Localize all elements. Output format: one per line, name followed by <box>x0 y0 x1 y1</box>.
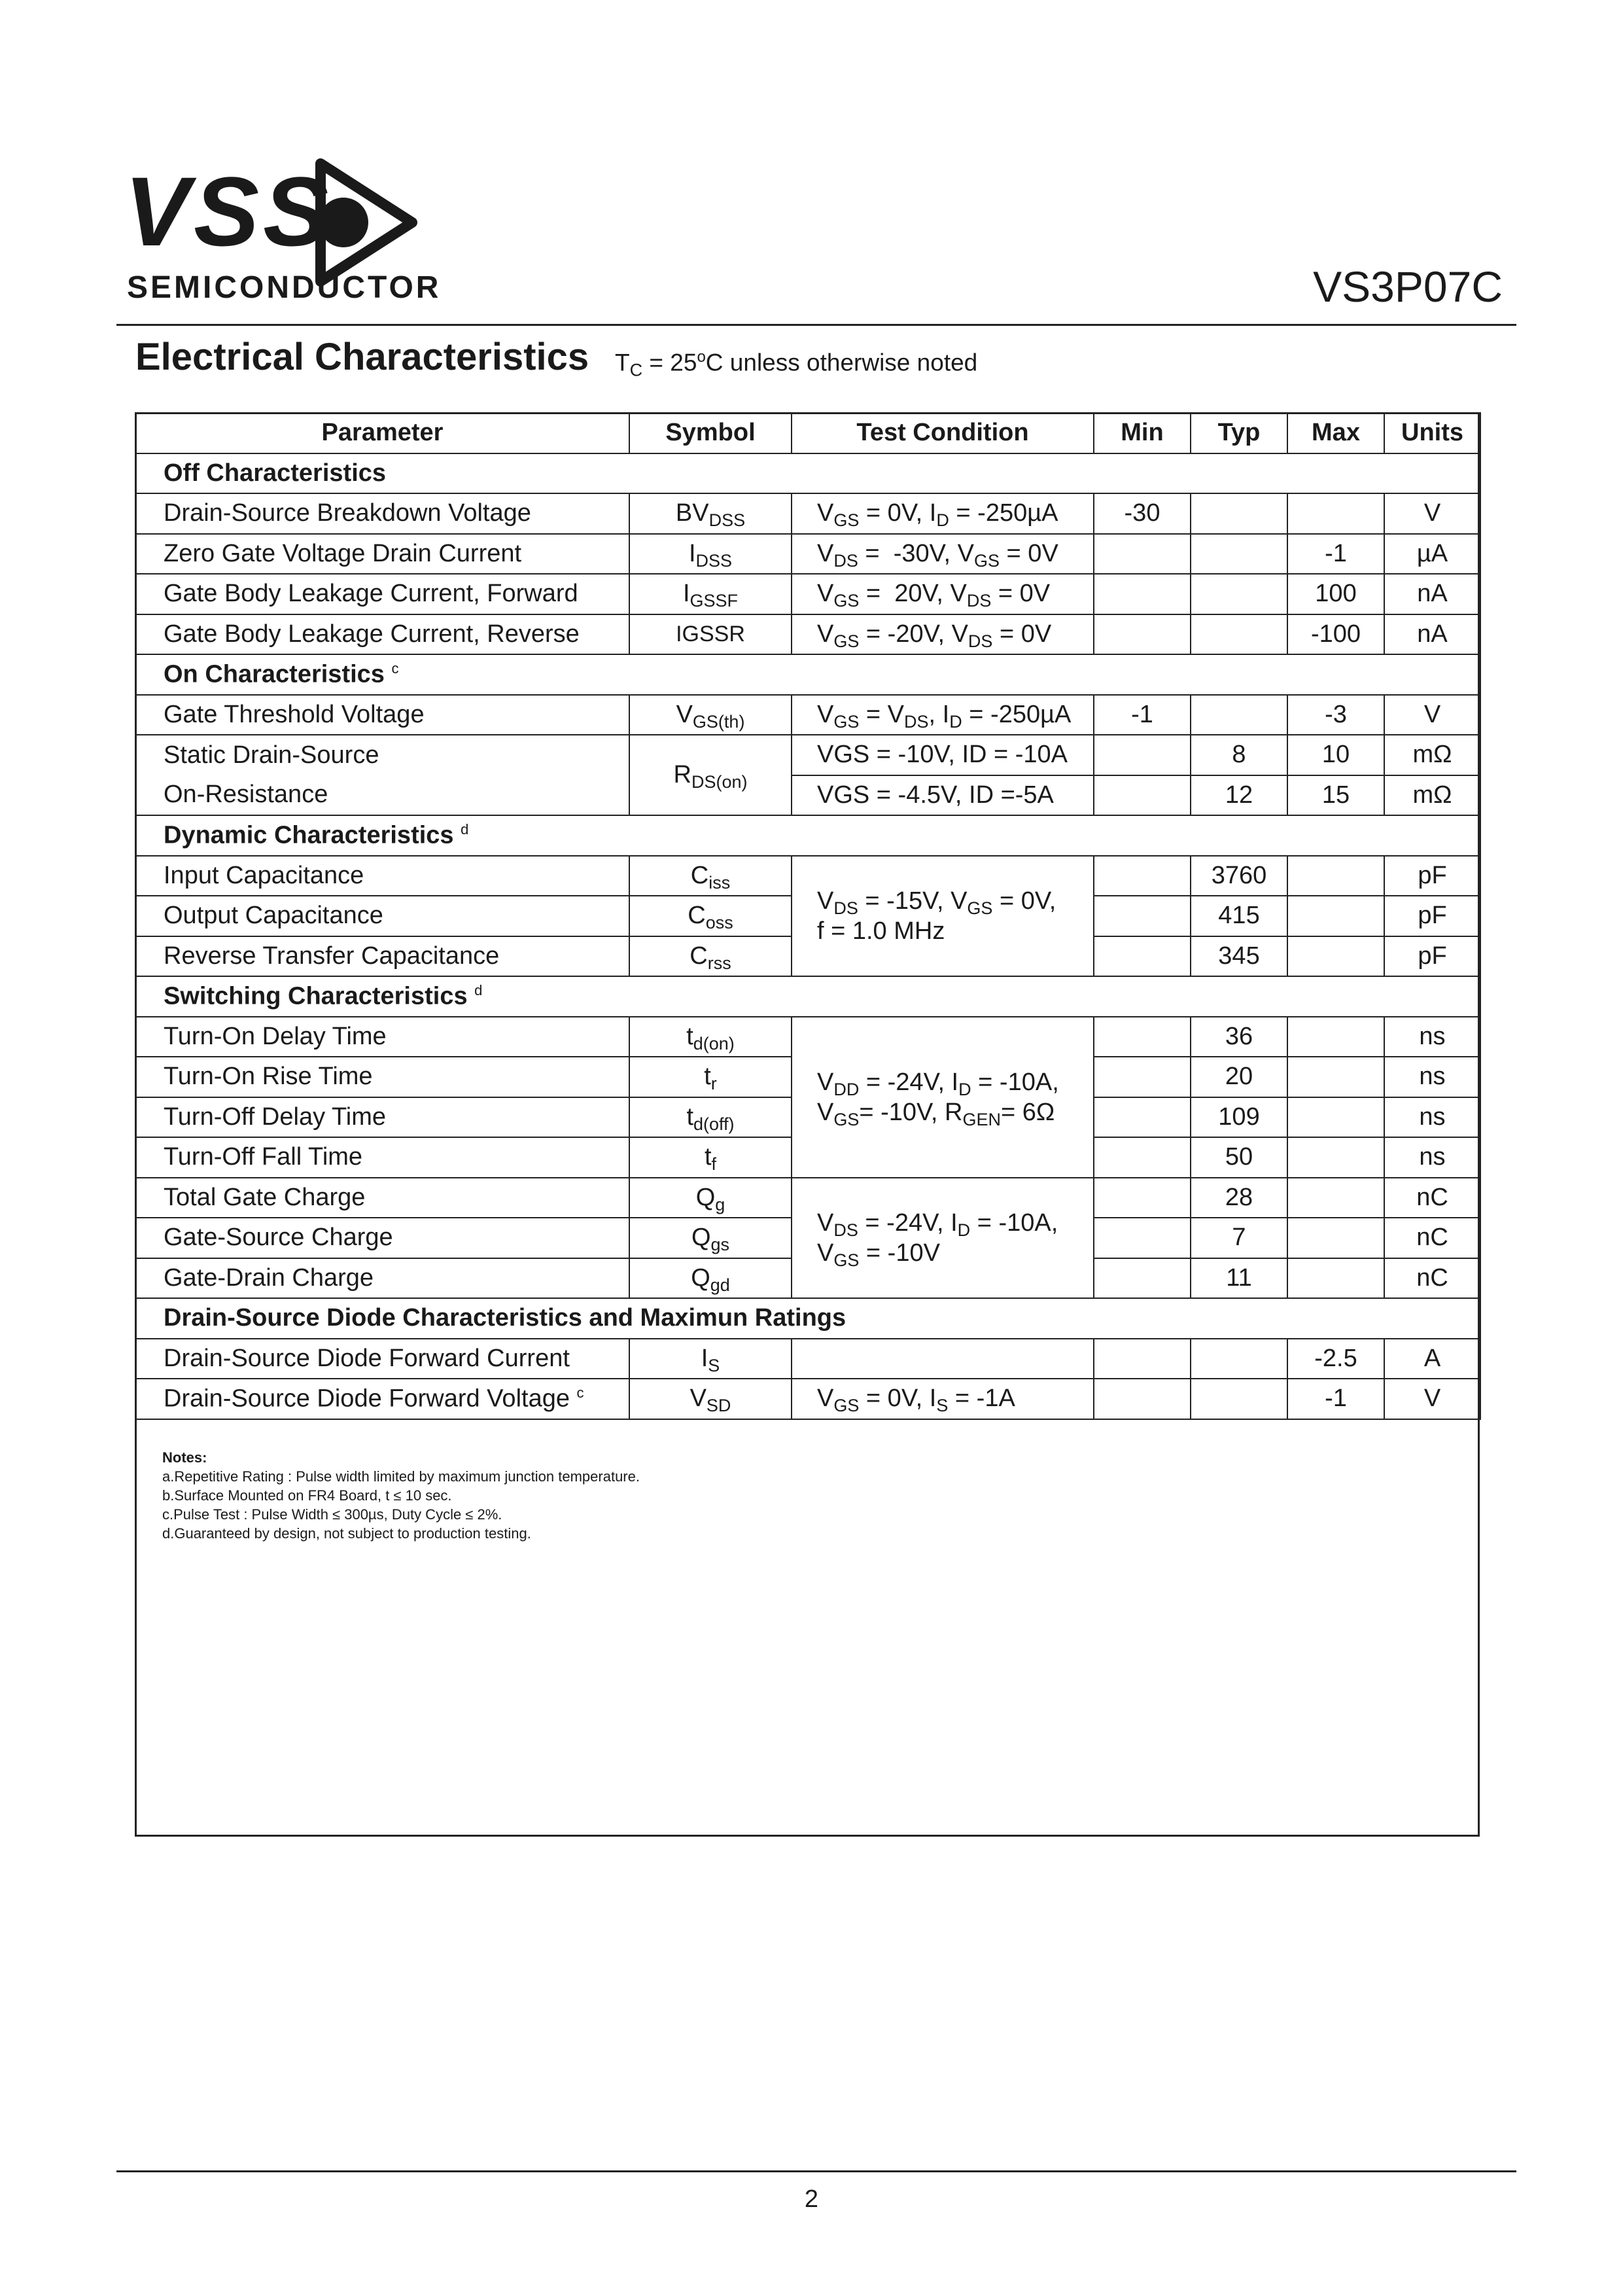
max-cell <box>1287 1097 1384 1138</box>
table-row <box>135 1178 1480 1218</box>
symbol-cell: $C_{oss}$ <box>629 896 792 936</box>
max-cell <box>1287 1218 1384 1258</box>
unit-cell: pF <box>1384 856 1480 896</box>
typ-cell: 12 <box>1191 775 1287 816</box>
section-diode: Drain-Source Diode Characteristics and Maximun Ratings <box>135 1298 1480 1339</box>
section-switching: Switching Characteristics $^d$ <box>135 976 1480 1017</box>
logo-triangle-icon <box>319 164 412 281</box>
symbol-cell: $t_{d(on)}$ <box>629 1017 792 1057</box>
part-number: VS3P07C <box>1313 262 1503 311</box>
typ-cell <box>1191 1339 1287 1379</box>
table-row <box>135 534 1480 574</box>
unit-cell: ns <box>1384 1017 1480 1057</box>
typ-cell: 50 <box>1191 1137 1287 1178</box>
typ-cell: 3760 <box>1191 856 1287 896</box>
min-cell <box>1094 614 1191 655</box>
note-c: c.Pulse Test : Pulse Width ≤ 300µs, Duty Cycle ≤ 2%. <box>162 1506 502 1523</box>
col-parameter: Parameter <box>135 413 629 453</box>
table-row <box>135 1339 1480 1379</box>
unit-cell: mΩ <box>1384 775 1480 816</box>
table-row <box>135 856 1480 896</box>
logo-subtext: SEMICONDUCTOR <box>127 270 442 305</box>
symbol-cell: $t_f$ <box>629 1137 792 1178</box>
min-cell <box>1094 1057 1191 1097</box>
param-cell: Turn-Off Fall Time <box>135 1137 629 1178</box>
typ-cell <box>1191 1379 1287 1419</box>
min-cell: -30 <box>1094 493 1191 534</box>
notes-title: Notes: <box>162 1449 207 1466</box>
min-cell <box>1094 936 1191 977</box>
typ-cell: 28 <box>1191 1178 1287 1218</box>
max-cell <box>1287 1017 1384 1057</box>
min-cell <box>1094 1097 1191 1138</box>
col-symbol: Symbol <box>629 413 792 453</box>
table-row <box>135 735 1480 775</box>
symbol-cell: $Q_{gd}$ <box>629 1258 792 1299</box>
param-cell: Drain-Source Breakdown Voltage <box>135 493 629 534</box>
typ-cell <box>1191 614 1287 655</box>
typ-cell <box>1191 574 1287 614</box>
param-cell: Drain-Source Diode Forward Current <box>135 1339 629 1379</box>
typ-cell <box>1191 695 1287 735</box>
condition-cell: $V_{GS} = 0V$, $I_D = -250\mu A$ <box>792 493 1094 534</box>
unit-cell: ns <box>1384 1137 1480 1178</box>
condition-cell: VGS = -4.5V, ID =-5A <box>792 775 1094 816</box>
characteristics-table <box>135 412 1481 1420</box>
param-cell: Input Capacitance <box>135 856 629 896</box>
symbol-cell: $BV_{DSS}$ <box>629 493 792 534</box>
unit-cell: V <box>1384 493 1480 534</box>
section-row <box>135 453 1480 494</box>
section-row <box>135 654 1480 695</box>
min-cell <box>1094 1017 1191 1057</box>
unit-cell: µA <box>1384 534 1480 574</box>
max-cell: -1 <box>1287 1379 1384 1419</box>
param-cell: Gate Body Leakage Current, Forward <box>135 574 629 614</box>
symbol-cell: $Q_g$ <box>629 1178 792 1218</box>
max-cell <box>1287 1178 1384 1218</box>
param-cell: Gate Threshold Voltage <box>135 695 629 735</box>
footer-rule <box>116 2170 1516 2172</box>
table-row <box>135 775 1480 816</box>
min-cell: -1 <box>1094 695 1191 735</box>
min-cell <box>1094 1379 1191 1419</box>
min-cell <box>1094 1218 1191 1258</box>
param-cell: Zero Gate Voltage Drain Current <box>135 534 629 574</box>
condition-cell: $V_{GS} = 20V$, $V_{DS} = 0V$ <box>792 574 1094 614</box>
typ-cell: 345 <box>1191 936 1287 977</box>
vss-logo <box>124 156 442 308</box>
note-a: a.Repetitive Rating : Pulse width limited by maximum junction temperature. <box>162 1468 640 1485</box>
unit-cell: V <box>1384 695 1480 735</box>
min-cell <box>1094 1178 1191 1218</box>
col-max: Max <box>1287 413 1384 453</box>
max-cell <box>1287 896 1384 936</box>
max-cell: -3 <box>1287 695 1384 735</box>
condition-cell: $V_{GS} = V_{DS}$, $I_D = -250\mu A$ <box>792 695 1094 735</box>
condition-cell: $V_{DD} = -24V$, $I_D = -10A$, $V_{GS}= -10V$, $R_{GEN}= 6\Omega$ <box>792 1017 1094 1178</box>
param-cell: Total Gate Charge <box>135 1178 629 1218</box>
table-row <box>135 574 1480 614</box>
min-cell <box>1094 775 1191 816</box>
unit-cell: nA <box>1384 614 1480 655</box>
min-cell <box>1094 856 1191 896</box>
condition-cell: $V_{DS} = -15V$, $V_{GS} = 0V$, f = 1.0 MHz <box>792 856 1094 977</box>
param-cell: Turn-On Rise Time <box>135 1057 629 1097</box>
max-cell <box>1287 856 1384 896</box>
table-row <box>135 1379 1480 1419</box>
min-cell <box>1094 896 1191 936</box>
max-cell: -1 <box>1287 534 1384 574</box>
col-test-condition: Test Condition <box>792 413 1094 453</box>
symbol-cell: $Q_{gs}$ <box>629 1218 792 1258</box>
table-header-row <box>135 413 1480 453</box>
logo-text: VSS <box>124 156 333 266</box>
max-cell <box>1287 936 1384 977</box>
param-cell: Turn-On Delay Time <box>135 1017 629 1057</box>
table-row <box>135 614 1480 655</box>
param-cell: Gate-Drain Charge <box>135 1258 629 1299</box>
min-cell <box>1094 574 1191 614</box>
min-cell <box>1094 1137 1191 1178</box>
section-off: Off Characteristics <box>135 453 1480 494</box>
section-dynamic: Dynamic Characteristics $^d$ <box>135 815 1480 856</box>
symbol-cell: $V_{GS(th)}$ <box>629 695 792 735</box>
symbol-cell: $t_{d(off)}$ <box>629 1097 792 1138</box>
unit-cell: nC <box>1384 1218 1480 1258</box>
param-cell: Turn-Off Delay Time <box>135 1097 629 1138</box>
symbol-cell: IGSSR <box>629 614 792 655</box>
condition-cell: VGS = -10V, ID = -10A <box>792 735 1094 775</box>
condition-cell: $V_{DS} = -24V$, $I_D = -10A$, $V_{GS} = -10V$ <box>792 1178 1094 1299</box>
col-units: Units <box>1384 413 1480 453</box>
symbol-cell: $V_{SD}$ <box>629 1379 792 1419</box>
symbol-cell: $I_{GSSF}$ <box>629 574 792 614</box>
section-row <box>135 815 1480 856</box>
page-title: Electrical Characteristics <box>135 336 589 378</box>
unit-cell: ns <box>1384 1097 1480 1138</box>
condition-cell <box>792 1339 1094 1379</box>
max-cell <box>1287 1258 1384 1299</box>
typ-cell: 36 <box>1191 1017 1287 1057</box>
param-cell: Drain-Source Diode Forward Voltage $^c$ <box>135 1379 629 1419</box>
min-cell <box>1094 735 1191 775</box>
max-cell: 15 <box>1287 775 1384 816</box>
note-d: d.Guaranteed by design, not subject to production testing. <box>162 1525 531 1542</box>
header-rule <box>116 324 1516 326</box>
unit-cell: nC <box>1384 1178 1480 1218</box>
typ-cell: 11 <box>1191 1258 1287 1299</box>
unit-cell: pF <box>1384 936 1480 977</box>
param-cell: Static Drain-Source <box>135 735 629 775</box>
unit-cell: nA <box>1384 574 1480 614</box>
section-row <box>135 976 1480 1017</box>
notes-block <box>162 1448 640 1543</box>
unit-cell: mΩ <box>1384 735 1480 775</box>
symbol-cell: $C_{iss}$ <box>629 856 792 896</box>
unit-cell: pF <box>1384 896 1480 936</box>
symbol-cell: $I_{DSS}$ <box>629 534 792 574</box>
unit-cell: V <box>1384 1379 1480 1419</box>
typ-cell: 20 <box>1191 1057 1287 1097</box>
symbol-cell: $C_{rss}$ <box>629 936 792 977</box>
col-typ: Typ <box>1191 413 1287 453</box>
max-cell: 100 <box>1287 574 1384 614</box>
typ-cell <box>1191 534 1287 574</box>
param-cell: Gate Body Leakage Current, Reverse <box>135 614 629 655</box>
note-b: b.Surface Mounted on FR4 Board, t ≤ 10 sec. <box>162 1487 452 1504</box>
unit-cell: nC <box>1384 1258 1480 1299</box>
max-cell <box>1287 1137 1384 1178</box>
param-cell: Reverse Transfer Capacitance <box>135 936 629 977</box>
table-row <box>135 695 1480 735</box>
table-row <box>135 493 1480 534</box>
min-cell <box>1094 534 1191 574</box>
min-cell <box>1094 1339 1191 1379</box>
max-cell <box>1287 493 1384 534</box>
typ-cell: 109 <box>1191 1097 1287 1138</box>
typ-cell: 7 <box>1191 1218 1287 1258</box>
symbol-cell: $I_S$ <box>629 1339 792 1379</box>
condition-cell: $V_{DS} = -30V$, $V_{GS} = 0V$ <box>792 534 1094 574</box>
symbol-cell: $t_r$ <box>629 1057 792 1097</box>
page-number: 2 <box>804 2185 819 2213</box>
table-row <box>135 1017 1480 1057</box>
col-min: Min <box>1094 413 1191 453</box>
symbol-cell: $R_{DS(on)}$ <box>629 735 792 815</box>
condition-cell: $V_{GS} = -20V$, $V_{DS} = 0V$ <box>792 614 1094 655</box>
typ-cell: 8 <box>1191 735 1287 775</box>
condition-cell: $V_{GS} = 0V$, $I_S = -1A$ <box>792 1379 1094 1419</box>
unit-cell: ns <box>1384 1057 1480 1097</box>
param-cell: On-Resistance <box>135 775 629 816</box>
typ-cell: 415 <box>1191 896 1287 936</box>
unit-cell: A <box>1384 1339 1480 1379</box>
section-on: On Characteristics $^c$ <box>135 654 1480 695</box>
section-row <box>135 1298 1480 1339</box>
param-cell: Output Capacitance <box>135 896 629 936</box>
param-cell: Gate-Source Charge <box>135 1218 629 1258</box>
max-cell <box>1287 1057 1384 1097</box>
title-condition: $T_C = 25^oC$ unless otherwise noted <box>615 348 978 380</box>
typ-cell <box>1191 493 1287 534</box>
max-cell: 10 <box>1287 735 1384 775</box>
min-cell <box>1094 1258 1191 1299</box>
max-cell: -2.5 <box>1287 1339 1384 1379</box>
max-cell: -100 <box>1287 614 1384 655</box>
